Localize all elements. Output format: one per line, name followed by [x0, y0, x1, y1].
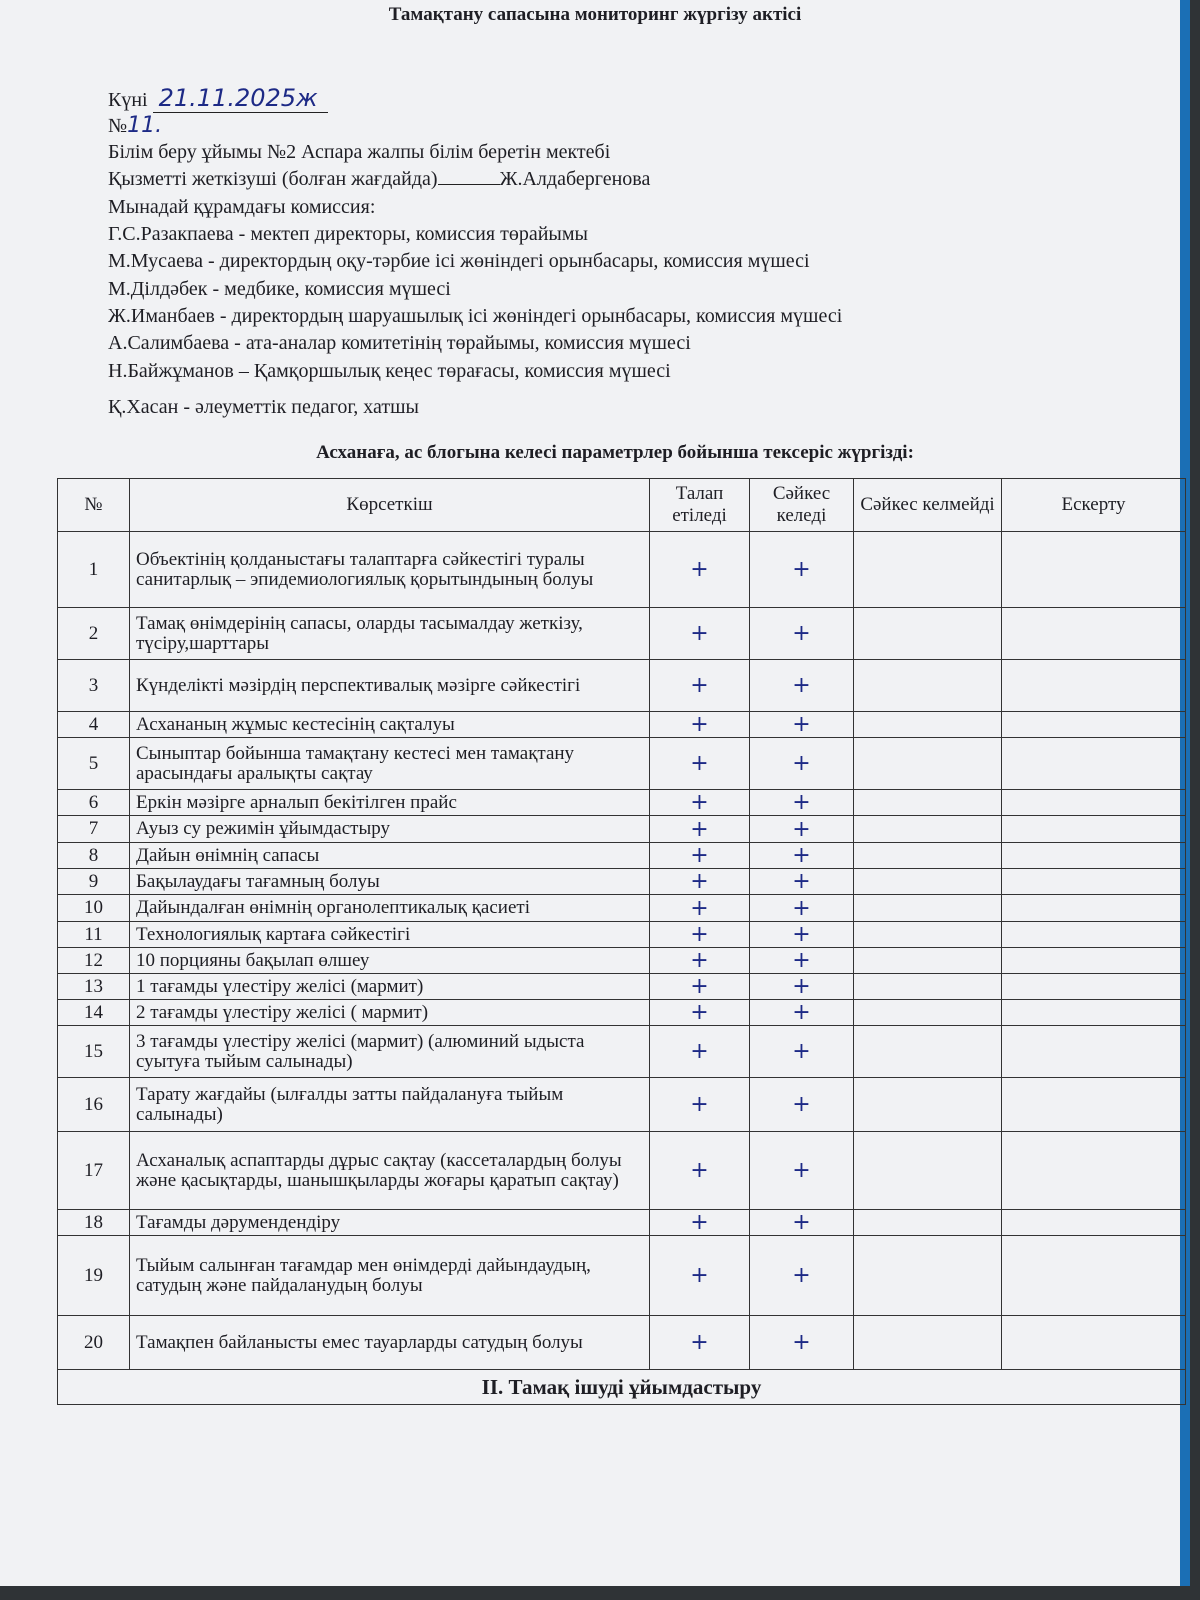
commission-member: М.Ділдәбек - медбике, комиссия мүшесі — [108, 278, 451, 300]
required-mark: + — [650, 1210, 750, 1236]
compliant-mark: + — [750, 1026, 854, 1078]
note-cell — [1002, 738, 1186, 790]
table-row — [58, 843, 1186, 869]
required-mark: + — [650, 1236, 750, 1316]
note-cell — [1002, 532, 1186, 608]
table-row — [58, 922, 1186, 948]
noncompliant-cell — [854, 1316, 1002, 1370]
row-number: 3 — [58, 660, 130, 712]
note-cell — [1002, 608, 1186, 660]
compliant-mark: + — [750, 974, 854, 1000]
row-indicator: Технологиялық картаға сәйкестігі — [130, 922, 650, 948]
noncompliant-cell — [854, 1132, 1002, 1210]
compliant-mark: + — [750, 948, 854, 974]
noncompliant-cell — [854, 1236, 1002, 1316]
table-row — [58, 895, 1186, 922]
commission-member: Қ.Хасан - әлеуметтік педагог, хатшы — [108, 396, 419, 418]
note-cell — [1002, 1078, 1186, 1132]
table-row — [58, 1316, 1186, 1370]
row-indicator: Асхананың жұмыс кестесінің сақталуы — [130, 712, 650, 738]
row-number: 18 — [58, 1210, 130, 1236]
note-cell — [1002, 1236, 1186, 1316]
row-indicator: Тыйым салынған тағамдар мен өнімдерді дайындаудың, сатудың және пайдаланудың болуы — [130, 1236, 650, 1316]
supplier-prefix: Қызметті жеткізуші (болған жағдайда) — [108, 168, 438, 190]
note-cell — [1002, 816, 1186, 843]
required-mark: + — [650, 922, 750, 948]
required-mark: + — [650, 532, 750, 608]
row-indicator: Сыныптар бойынша тамақтану кестесі мен тамақтану арасындағы аралықты сақтау — [130, 738, 650, 790]
noncompliant-cell — [854, 532, 1002, 608]
noncompliant-cell — [854, 738, 1002, 790]
row-number: 2 — [58, 608, 130, 660]
organization-line: Білім беру ұйымы №2 Аспара жалпы білім беретін мектебі — [108, 141, 611, 163]
required-mark: + — [650, 712, 750, 738]
required-mark: + — [650, 974, 750, 1000]
commission-member: Ж.Иманбаев - директордың шаруашылық ісі жөніндегі орынбасары, комиссия мүшесі — [108, 305, 843, 327]
header-note: Ескерту — [1002, 479, 1186, 532]
row-indicator: 10 порцияны бақылап өлшеу — [130, 948, 650, 974]
table-row — [58, 1078, 1186, 1132]
note-cell — [1002, 712, 1186, 738]
compliant-mark: + — [750, 738, 854, 790]
row-number: 16 — [58, 1078, 130, 1132]
row-number: 15 — [58, 1026, 130, 1078]
noncompliant-cell — [854, 816, 1002, 843]
row-indicator: Асханалық аспаптарды дұрыс сақтау (кассеталардың болуы және қасықтарды, шанышқыларды жоғары қаратып сақтау) — [130, 1132, 650, 1210]
required-mark: + — [650, 1078, 750, 1132]
row-number: 8 — [58, 843, 130, 869]
compliant-mark: + — [750, 1000, 854, 1026]
required-mark: + — [650, 1132, 750, 1210]
row-indicator: Еркін мәзірге арналып бекітілген прайс — [130, 790, 650, 816]
noncompliant-cell — [854, 922, 1002, 948]
table-body — [58, 532, 1186, 1370]
note-cell — [1002, 948, 1186, 974]
required-mark: + — [650, 790, 750, 816]
note-cell — [1002, 974, 1186, 1000]
row-indicator: Күнделікті мәзірдің перспективалық мәзірге сәйкестігі — [130, 660, 650, 712]
row-indicator: Тамақ өнімдерінің сапасы, оларды тасымалдау жеткізу, түсіру,шарттары — [130, 608, 650, 660]
note-cell — [1002, 895, 1186, 922]
commission-member: А.Салимбаева - ата-аналар комитетінің төрайымы, комиссия мүшесі — [108, 332, 691, 354]
row-number: 7 — [58, 816, 130, 843]
compliant-mark: + — [750, 608, 854, 660]
noncompliant-cell — [854, 843, 1002, 869]
row-number: 5 — [58, 738, 130, 790]
table-row — [58, 532, 1186, 608]
note-cell — [1002, 869, 1186, 895]
noncompliant-cell — [854, 712, 1002, 738]
commission-member: М.Мусаева - директордың оқу-тәрбие ісі жөніндегі орынбасары, комиссия мүшесі — [108, 250, 810, 272]
number-label: № — [108, 115, 128, 137]
commission-member: Н.Байжұманов – Қамқоршылық кеңес төрағасы, комиссия мүшесі — [108, 360, 671, 382]
compliant-mark: + — [750, 660, 854, 712]
required-mark: + — [650, 816, 750, 843]
required-mark: + — [650, 843, 750, 869]
required-mark: + — [650, 738, 750, 790]
note-cell — [1002, 1316, 1186, 1370]
note-cell — [1002, 790, 1186, 816]
table-row — [58, 1210, 1186, 1236]
header-indicator: Көрсеткіш — [130, 479, 650, 532]
table-row — [58, 608, 1186, 660]
noncompliant-cell — [854, 895, 1002, 922]
required-mark: + — [650, 948, 750, 974]
supplier-name: Ж.Алдабергенова — [499, 168, 651, 190]
compliant-mark: + — [750, 895, 854, 922]
number-line — [108, 113, 162, 138]
compliant-mark: + — [750, 1316, 854, 1370]
row-number: 6 — [58, 790, 130, 816]
compliant-mark: + — [750, 712, 854, 738]
table-row — [58, 1026, 1186, 1078]
table-row — [58, 1000, 1186, 1026]
note-cell — [1002, 922, 1186, 948]
row-number: 20 — [58, 1316, 130, 1370]
row-indicator: Бақылаудағы тағамның болуы — [130, 869, 650, 895]
compliant-mark: + — [750, 1078, 854, 1132]
noncompliant-cell — [854, 660, 1002, 712]
row-indicator: 1 тағамды үлестіру желісі (мармит) — [130, 974, 650, 1000]
compliant-mark: + — [750, 922, 854, 948]
compliant-mark: + — [750, 532, 854, 608]
note-cell — [1002, 1000, 1186, 1026]
row-number: 12 — [58, 948, 130, 974]
row-indicator: Объектінің қолданыстағы талаптарға сәйкестігі туралы санитарлық – эпидемиологиялық қорытындының болуы — [130, 532, 650, 608]
date-value: 21.11.2025ж — [153, 84, 328, 113]
table-row — [58, 1132, 1186, 1210]
noncompliant-cell — [854, 1026, 1002, 1078]
compliant-mark: + — [750, 1210, 854, 1236]
noncompliant-cell — [854, 869, 1002, 895]
row-indicator: Тамақпен байланысты емес тауарларды сатудың болуы — [130, 1316, 650, 1370]
required-mark: + — [650, 608, 750, 660]
compliant-mark: + — [750, 816, 854, 843]
number-value: 11. — [127, 113, 163, 138]
row-indicator: Дайын өнімнің сапасы — [130, 843, 650, 869]
required-mark: + — [650, 1000, 750, 1026]
signature-blank — [438, 168, 500, 185]
row-number: 19 — [58, 1236, 130, 1316]
table-row — [58, 660, 1186, 712]
note-cell — [1002, 1210, 1186, 1236]
row-number: 11 — [58, 922, 130, 948]
note-cell — [1002, 1026, 1186, 1078]
row-indicator: Тағамды дәрумендендіру — [130, 1210, 650, 1236]
row-indicator: Ауыз су режимін ұйымдастыру — [130, 816, 650, 843]
header-num: № — [58, 479, 130, 532]
row-number: 9 — [58, 869, 130, 895]
row-number: 17 — [58, 1132, 130, 1210]
row-indicator: 2 тағамды үлестіру желісі ( мармит) — [130, 1000, 650, 1026]
row-number: 13 — [58, 974, 130, 1000]
table-row — [58, 869, 1186, 895]
noncompliant-cell — [854, 608, 1002, 660]
table-row — [58, 738, 1186, 790]
table-row — [58, 816, 1186, 843]
footer-row — [58, 1370, 1186, 1405]
compliant-mark: + — [750, 843, 854, 869]
table-header-row — [58, 479, 1186, 532]
table-row — [58, 974, 1186, 1000]
noncompliant-cell — [854, 1078, 1002, 1132]
commission-intro: Мынадай құрамдағы комиссия: — [108, 196, 376, 218]
row-number: 4 — [58, 712, 130, 738]
note-cell — [1002, 660, 1186, 712]
row-indicator: Дайындалған өнімнің органолептикалық қасиеті — [130, 895, 650, 922]
note-cell — [1002, 843, 1186, 869]
document-title: Тамақтану сапасына мониторинг жүргізу актісі — [388, 4, 802, 25]
date-line — [108, 84, 328, 113]
row-number: 1 — [58, 532, 130, 608]
compliant-mark: + — [750, 869, 854, 895]
compliant-mark: + — [750, 1236, 854, 1316]
compliant-mark: + — [750, 790, 854, 816]
noncompliant-cell — [854, 974, 1002, 1000]
required-mark: + — [650, 869, 750, 895]
commission-member: Г.С.Разакпаева - мектеп директоры, комиссия төрайымы — [108, 223, 588, 245]
header-compliant: Сәйкес келеді — [750, 479, 854, 532]
required-mark: + — [650, 1026, 750, 1078]
noncompliant-cell — [854, 948, 1002, 974]
required-mark: + — [650, 1316, 750, 1370]
row-indicator: 3 тағамды үлестіру желісі (мармит) (алюминий ыдыста суытуға тыйым салынады) — [130, 1026, 650, 1078]
supplier-line — [108, 168, 650, 191]
noncompliant-cell — [854, 1000, 1002, 1026]
section-two-heading: II. Тамақ ішуді ұйымдастыру — [58, 1370, 1186, 1405]
header-noncompliant: Сәйкес келмейді — [854, 479, 1002, 532]
row-indicator: Тарату жағдайы (ылғалды затты пайдалануға тыйым салынады) — [130, 1078, 650, 1132]
noncompliant-cell — [854, 790, 1002, 816]
compliant-mark: + — [750, 1132, 854, 1210]
section-subtitle: Асханаға, ас блогына келесі параметрлер бойынша тексеріс жүргізді: — [316, 442, 914, 463]
row-number: 14 — [58, 1000, 130, 1026]
note-cell — [1002, 1132, 1186, 1210]
table-row — [58, 948, 1186, 974]
required-mark: + — [650, 895, 750, 922]
noncompliant-cell — [854, 1210, 1002, 1236]
table-row — [58, 1236, 1186, 1316]
inspection-table — [57, 478, 1186, 1405]
table-row — [58, 790, 1186, 816]
header-required: Талап етіледі — [650, 479, 750, 532]
date-label: Күні — [108, 89, 148, 111]
row-number: 10 — [58, 895, 130, 922]
required-mark: + — [650, 660, 750, 712]
table-row — [58, 712, 1186, 738]
